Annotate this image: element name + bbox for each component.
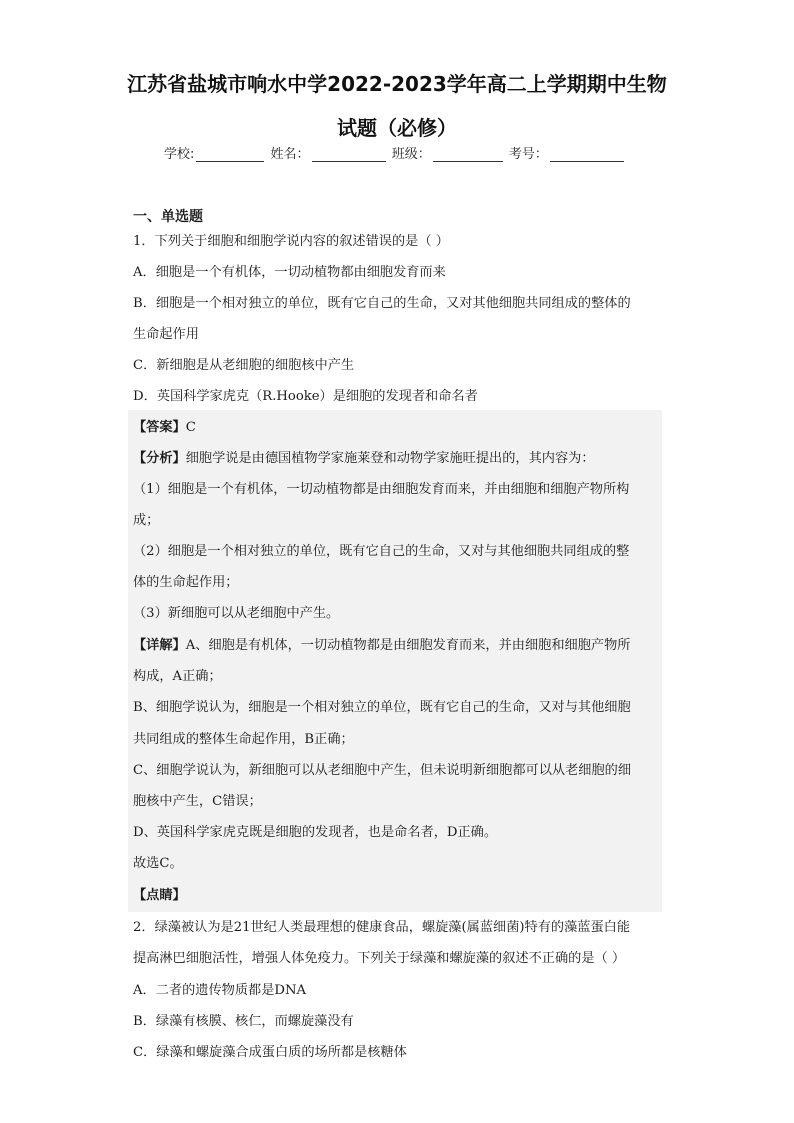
q2-option-a: A．二者的遗传物质都是DNA [133, 983, 307, 998]
answer-line [133, 418, 196, 438]
detail-line7: D、英国科学家虎克既是细胞的发现者，也是命名者，D正确。 [133, 825, 498, 840]
exam-number-label: 考号： [508, 147, 548, 162]
analysis-line4: （2）细胞是一个相对独立的单位，既有它自己的生命，又对与其他细胞共同组成的整 [133, 544, 630, 559]
exam-title-line1: 江苏省盐城市响水中学2022-2023学年高二上学期期中生物 [127, 72, 667, 96]
student-info-row [164, 143, 626, 162]
school-label: 学校: [164, 147, 195, 162]
q1-option-a: A．细胞是一个有机体，一切动植物都由细胞发育而来 [133, 265, 446, 280]
exam-title-line2: 试题（必修） [337, 116, 457, 140]
analysis-heading: 【分析】 [133, 451, 186, 466]
detail-line1 [133, 636, 630, 656]
q1-option-b-line2: 生命起作用 [133, 327, 199, 342]
q1-stem: 1．下列关于细胞和细胞学说内容的叙述错误的是（ ） [133, 234, 449, 249]
name-label: 姓名： [270, 147, 310, 162]
analysis-line1 [133, 449, 595, 469]
class-blank[interactable] [433, 147, 503, 162]
answer-heading: 【答案】 [133, 420, 186, 435]
detail-line3: B、细胞学说认为，细胞是一个相对独立的单位，既有它自己的生命，又对与其他细胞 [133, 700, 631, 715]
name-blank[interactable] [312, 147, 386, 162]
section-title: 一、单选题 [133, 209, 203, 225]
q1-option-d: D．英国科学家虎克（R.Hooke）是细胞的发现者和命名者 [133, 389, 478, 404]
detail-line2: 构成，A正确； [133, 669, 222, 684]
analysis-line2: （1）细胞是一个有机体，一切动植物都是由细胞发育而来，并由细胞和细胞产物所构 [133, 482, 630, 497]
q2-option-c: C．绿藻和螺旋藻合成蛋白质的场所都是核糖体 [133, 1045, 407, 1060]
school-blank[interactable] [196, 147, 264, 162]
analysis-line5: 体的生命起作用； [133, 575, 239, 590]
detail-text1: A、细胞是有机体，一切动植物都是由细胞发育而来，并由细胞和细胞产物所 [185, 638, 631, 653]
analysis-line6: （3）新细胞可以从老细胞中产生。 [133, 606, 340, 621]
q2-stem-line2: 提高淋巴细胞活性，增强人体免疫力。下列关于绿藻和螺旋藻的叙述不正确的是（ ） [133, 951, 626, 966]
exam-number-blank[interactable] [550, 147, 624, 162]
detail-line4: 共同组成的整体生命起作用，B正确； [133, 732, 354, 747]
detail-heading: 【详解】 [133, 638, 186, 653]
conclusion-line: 故选C。 [133, 856, 183, 871]
q1-option-c: C．新细胞是从老细胞的细胞核中产生 [133, 358, 355, 373]
note-heading: 【点睛】 [133, 888, 186, 903]
q1-option-b-line1: B．细胞是一个相对独立的单位，既有它自己的生命，又对其他细胞共同组成的整体的 [133, 296, 631, 311]
analysis-line3: 成； [133, 513, 160, 528]
detail-line5: C、细胞学说认为，新细胞可以从老细胞中产生，但未说明新细胞都可以从老细胞的细 [133, 763, 632, 778]
q2-option-b: B．绿藻有核膜、核仁，而螺旋藻没有 [133, 1014, 354, 1029]
detail-line6: 胞核中产生，C错误； [133, 794, 262, 809]
analysis-text1: 细胞学说是由德国植物学家施莱登和动物学家施旺提出的，其内容为： [185, 451, 595, 466]
class-label: 班级： [391, 147, 431, 162]
q2-stem-line1: 2．绿藻被认为是21世纪人类最理想的健康食品，螺旋藻(属蓝细菌)特有的藻蓝蛋白能 [133, 920, 631, 935]
answer-value: C [185, 420, 196, 435]
